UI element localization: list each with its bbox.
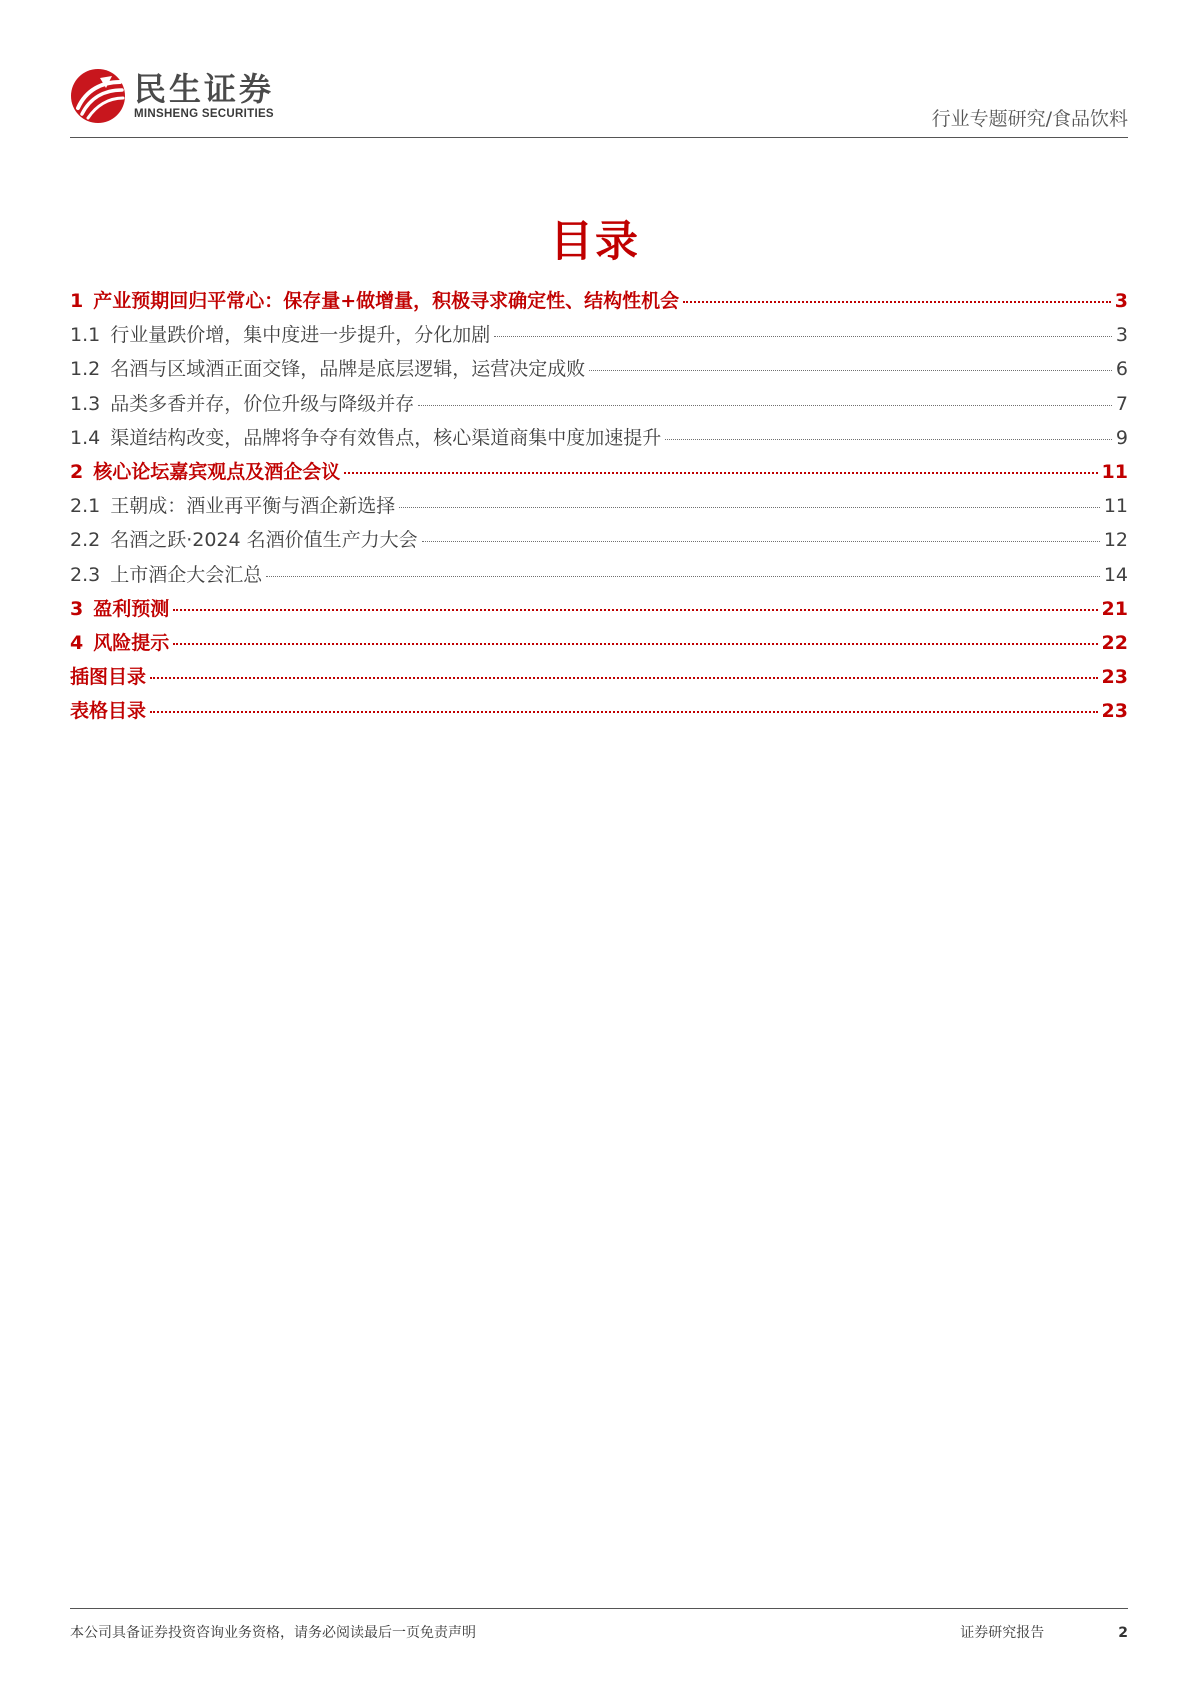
toc-entry-number: 2.1 — [70, 495, 101, 518]
dot-leader — [173, 643, 1097, 645]
dot-leader — [418, 405, 1112, 406]
toc-entry-number: 3 — [70, 597, 84, 620]
header-divider — [70, 137, 1128, 138]
toc-entry[interactable] — [70, 354, 1128, 388]
dot-leader — [422, 541, 1100, 542]
toc-entry-title: 王朝成：酒业再平衡与酒企新选择 — [110, 495, 396, 518]
toc-entry-number: 2.2 — [70, 529, 101, 552]
toc-entry-title: 名酒与区域酒正面交锋，品牌是底层逻辑，运营决定成败 — [110, 358, 586, 381]
brand-name-cn: 民生证券 — [134, 70, 275, 108]
toc-entry-number: 1.4 — [70, 426, 101, 449]
footer-right — [960, 1622, 1128, 1642]
toc-entry-number: 1.1 — [70, 324, 101, 347]
dot-leader — [589, 370, 1112, 371]
toc-entry-title: 渠道结构改变，品牌将争夺有效售点，核心渠道商集中度加速提升 — [110, 426, 662, 449]
toc-entry-page: 11 — [1103, 495, 1128, 518]
footer-disclaimer: 本公司具备证券投资咨询业务资格，请务必阅读最后一页免责声明 — [70, 1625, 476, 1641]
toc-entry-page: 23 — [1101, 666, 1128, 689]
toc-entry[interactable] — [70, 594, 1128, 628]
toc-entry-number: 1 — [70, 290, 84, 312]
toc-entry-number: 4 — [70, 631, 84, 654]
toc-entry-title: 产业预期回归平常心：保存量+做增量，积极寻求确定性、结构性机会 — [93, 290, 680, 312]
dot-leader — [150, 677, 1098, 679]
toc-entry-page: 21 — [1101, 597, 1128, 620]
toc-entry-title: 盈利预测 — [93, 597, 170, 620]
dot-leader — [266, 576, 1100, 577]
page-header — [70, 60, 1128, 138]
toc-entry-page: 22 — [1101, 631, 1128, 654]
report-category: 行业专题研究/食品饮料 — [931, 108, 1128, 130]
toc-entry[interactable] — [70, 320, 1128, 354]
toc-entry-page: 14 — [1103, 563, 1128, 586]
toc-entry[interactable] — [70, 560, 1128, 594]
toc-entry-page: 3 — [1115, 324, 1128, 347]
toc-entry-title: 核心论坛嘉宾观点及酒企会议 — [93, 460, 341, 483]
dot-leader — [683, 301, 1111, 303]
toc-entry-page: 12 — [1103, 529, 1128, 552]
toc-entry[interactable] — [70, 662, 1128, 696]
page-number: 2 — [1118, 1625, 1128, 1641]
toc-entry-title: 表格目录 — [70, 700, 147, 723]
dot-leader — [399, 507, 1100, 508]
table-of-contents — [70, 286, 1128, 730]
toc-entry-title: 名酒之跃·2024 名酒价值生产力大会 — [110, 529, 418, 552]
toc-entry-number: 2 — [70, 460, 84, 483]
toc-entry[interactable] — [70, 286, 1128, 320]
toc-entry[interactable] — [70, 389, 1128, 423]
toc-entry-page: 7 — [1115, 392, 1128, 415]
dot-leader — [494, 336, 1112, 337]
toc-entry-page: 6 — [1115, 358, 1128, 381]
toc-entry[interactable] — [70, 628, 1128, 662]
toc-entry[interactable] — [70, 525, 1128, 559]
toc-entry-page: 9 — [1115, 426, 1128, 449]
toc-entry-page: 11 — [1101, 460, 1128, 483]
toc-entry[interactable] — [70, 491, 1128, 525]
brand-logo — [70, 68, 274, 124]
toc-entry-title: 上市酒企大会汇总 — [110, 563, 263, 586]
dot-leader — [665, 439, 1112, 440]
minsheng-logo-icon — [70, 68, 126, 124]
footer-divider — [70, 1608, 1128, 1609]
toc-title: 目录 — [550, 217, 640, 267]
toc-entry[interactable] — [70, 696, 1128, 730]
dot-leader — [173, 609, 1097, 611]
toc-entry[interactable] — [70, 423, 1128, 457]
toc-entry[interactable] — [70, 457, 1128, 491]
dot-leader — [344, 472, 1097, 474]
toc-entry-title: 风险提示 — [93, 631, 170, 654]
toc-entry-number: 1.2 — [70, 358, 101, 381]
toc-entry-title: 插图目录 — [70, 666, 147, 689]
toc-entry-number: 2.3 — [70, 563, 101, 586]
toc-entry-number: 1.3 — [70, 392, 101, 415]
toc-entry-title: 品类多香并存，价位升级与降级并存 — [110, 392, 415, 415]
toc-entry-page: 3 — [1114, 290, 1128, 312]
brand-name-en: MINSHENG SECURITIES — [134, 108, 274, 120]
toc-entry-title: 行业量跌价增，集中度进一步提升，分化加剧 — [110, 324, 491, 347]
dot-leader — [150, 711, 1098, 713]
report-type: 证券研究报告 — [960, 1625, 1045, 1641]
toc-entry-page: 23 — [1101, 700, 1128, 723]
